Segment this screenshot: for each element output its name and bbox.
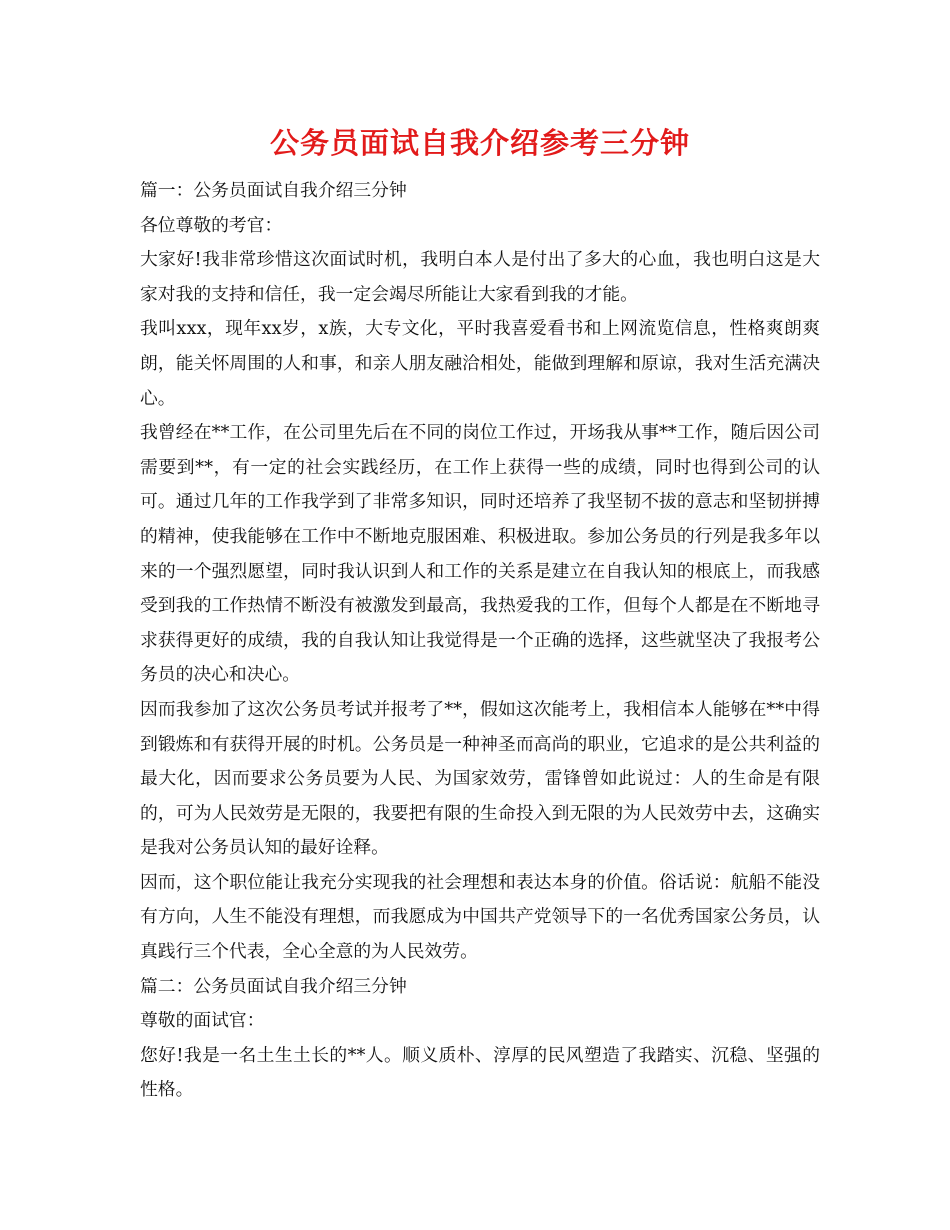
paragraph: 大家好!我非常珍惜这次面试时机，我明白本人是付出了多大的心血，我也明白这是大家对我的支持和信任，我一定会竭尽所能让大家看到我的才能。 xyxy=(140,249,820,305)
document-title: 公务员面试自我介绍参考三分钟 xyxy=(269,126,690,160)
document-page xyxy=(140,118,820,1108)
paragraph: 您好!我是一名土生土长的**人。顺义质朴、淳厚的民风塑造了我踏实、沉稳、坚强的性格。 xyxy=(140,1044,820,1101)
paragraph: 因而，这个职位能让我充分实现我的社会理想和表达本身的价值。俗话说：航船不能没有方向，人生不能没有理想，而我愿成为中国共产党领导下的一名优秀国家公务员，认真践行三个代表，全心全意的为人民效劳。 xyxy=(140,871,820,963)
paragraph: 因而我参加了这次公务员考试并报考了**，假如这次能考上，我相信本人能够在**中得到锻炼和有获得开展的时机。公务员是一种神圣而高尚的职业，它追求的是公共利益的最大化，因而要求公务员要为人民、为国家效劳，雷锋曾如此说过：人的生命是有限的，可为人民效劳是无限的，我要把有限的生命投入到无限的为人民效劳中去，这确实是我对公务员认知的最好诠释。 xyxy=(140,698,820,859)
paragraph: 我叫xxx，现年xx岁，x族，大专文化，平时我喜爱看书和上网流览信息，性格爽朗爽朗，能关怀周围的人和事，和亲人朋友融洽相处，能做到理解和原谅，我对生活充满决心。 xyxy=(140,318,820,409)
document-body xyxy=(140,174,820,1108)
section-heading-2: 篇二：公务员面试自我介绍三分钟 xyxy=(140,975,407,997)
salutation-1: 各位尊敬的考官： xyxy=(140,214,283,236)
salutation-2: 尊敬的面试官： xyxy=(140,1010,265,1032)
section-heading-1: 篇一：公务员面试自我介绍三分钟 xyxy=(140,180,407,201)
paragraph: 我曾经在**工作，在公司里先后在不同的岗位工作过，开场我从事**工作，随后因公司需要到**，有一定的社会实践经历，在工作上获得一些的成绩，同时也得到公司的认可。通过几年的工作我学到了非常多知识，同时还培养了我坚韧不拔的意志和坚韧拼搏的精神，使我能够在工作中不断地克服困难、积极进取。参加公务员的行列是我多年以来的一个强烈愿望，同时我认识到人和工作的关系是建立在自我认知的根底上，而我感受到我的工作热情不断没有被激发到最高，我热爱我的工作，但每个人都是在不断地寻求获得更好的成绩，我的自我认知让我觉得是一个正确的选择，这些就坚决了我报考公务员的决心和决心。 xyxy=(140,422,820,686)
